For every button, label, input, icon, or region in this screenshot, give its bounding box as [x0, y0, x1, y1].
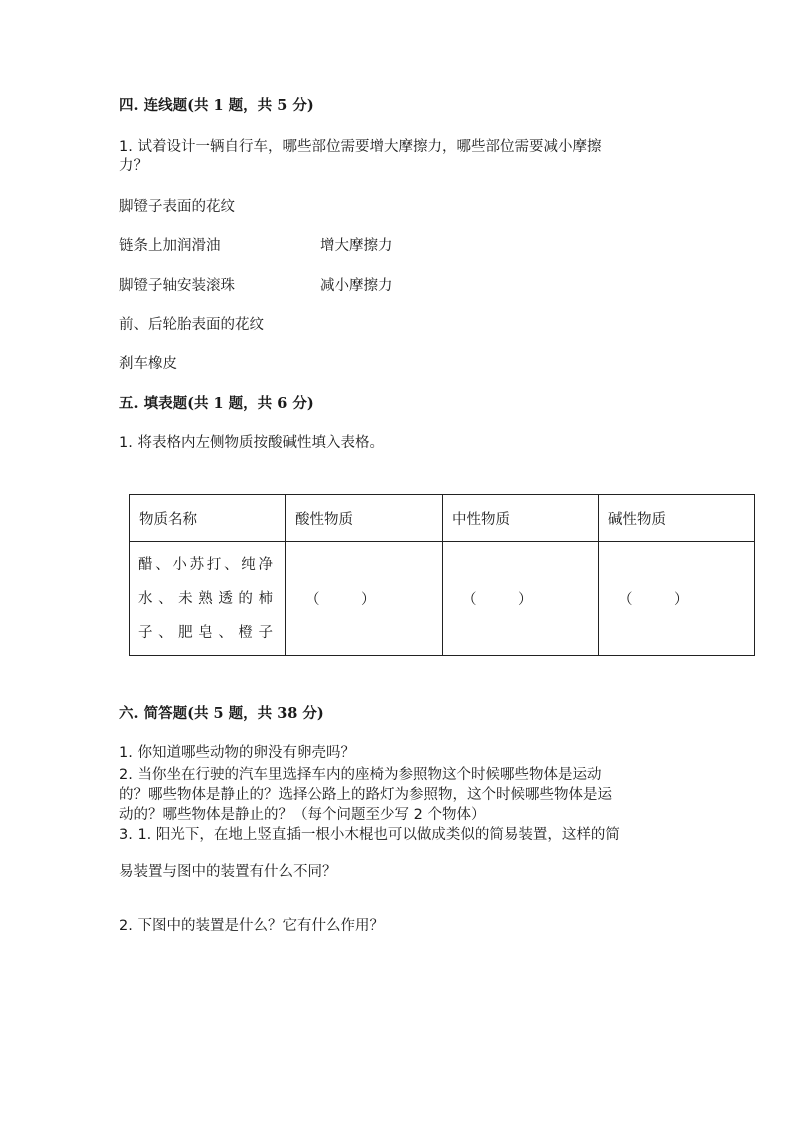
- section5-title: 五. 填表题(共 1 题，共 6 分): [119, 395, 314, 412]
- section6-title: 六. 简答题(共 5 题，共 38 分): [119, 705, 324, 722]
- match-right-item: 增大摩擦力: [320, 238, 393, 254]
- match-left-item: 前、后轮胎表面的花纹: [119, 317, 264, 333]
- alkaline-answer-cell[interactable]: [599, 542, 755, 656]
- substances-line: 醋、小苏打、纯净: [138, 556, 275, 573]
- classification-table: [129, 494, 755, 656]
- section6-q2-line2: 的？哪些物体是静止的？选择公路上的路灯为参照物，这个时候哪些物体是运: [119, 787, 612, 803]
- section6-q2-line3: 动的？哪些物体是静止的？（每个问题至少写 2 个物体）: [119, 807, 486, 823]
- section4-title: 四. 连线题(共 1 题，共 5 分): [119, 97, 314, 114]
- table-header-cell: 酸性物质: [286, 495, 443, 542]
- section6-q3-line2: 易装置与图中的装置有什么不同？: [119, 864, 337, 880]
- table-header-cell: 中性物质: [443, 495, 599, 542]
- substances-cell: [130, 542, 286, 656]
- substances-line: 子、肥皂、橙子: [138, 624, 275, 641]
- section5-q1: 1. 将表格内左侧物质按酸碱性填入表格。: [119, 435, 384, 451]
- table-header-cell: 物质名称: [130, 495, 286, 542]
- neutral-answer-cell[interactable]: [443, 542, 599, 656]
- answer-blank[interactable]: （ ）: [305, 592, 376, 608]
- table-header-row: [130, 495, 755, 542]
- section6-q1: 1. 你知道哪些动物的卵没有卵壳吗？: [119, 745, 355, 761]
- section6-q2-line1: 2. 当你坐在行驶的汽车里选择车内的座椅为参照物这个时候哪些物体是运动: [119, 767, 602, 783]
- answer-blank[interactable]: （ ）: [462, 592, 533, 608]
- section6-q3-line1: 3. 1. 阳光下，在地上竖直插一根小木棍也可以做成类似的简易装置，这样的简: [119, 827, 620, 843]
- substances-line: 水、未熟透的柿: [138, 590, 275, 607]
- match-left-item: 脚镫子轴安装滚珠: [119, 278, 235, 294]
- section4-q1-line1: 1. 试着设计一辆自行车，哪些部位需要增大摩擦力，哪些部位需要减小摩擦: [119, 139, 602, 155]
- match-left-item: 链条上加润滑油: [119, 238, 221, 254]
- match-left-item: 脚镫子表面的花纹: [119, 199, 235, 215]
- acidic-answer-cell[interactable]: [286, 542, 443, 656]
- match-left-item: 刹车橡皮: [119, 356, 177, 372]
- table-header-cell: 碱性物质: [599, 495, 755, 542]
- table-row: [130, 542, 755, 656]
- match-right-item: 减小摩擦力: [320, 278, 393, 294]
- section6-q3-2: 2. 下图中的装置是什么？它有什么作用？: [119, 918, 384, 934]
- answer-blank[interactable]: （ ）: [618, 592, 689, 608]
- section4-q1-line2: 力？: [119, 158, 148, 174]
